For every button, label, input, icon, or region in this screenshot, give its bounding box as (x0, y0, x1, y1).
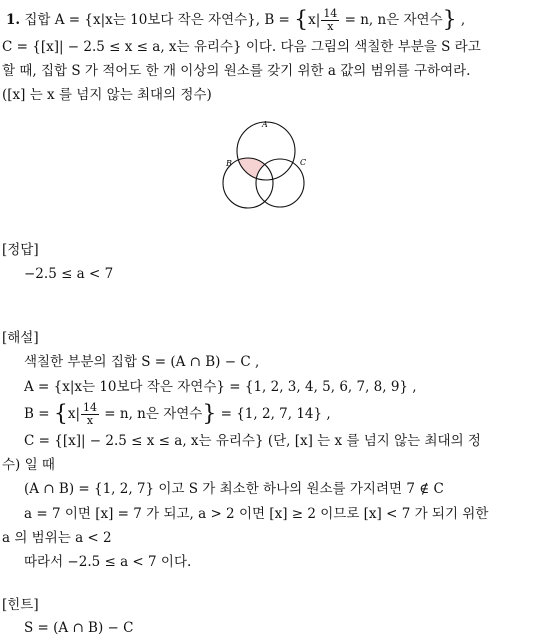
answer-heading: [정답] (2, 242, 39, 258)
brace-open: { (53, 401, 68, 427)
solution-line-7: a = 7 이면 [x] = 7 가 되고, a > 2 이면 [x] ≥ 2 이므로 [x] < 7 가 되기 위한 (24, 506, 489, 522)
solution-line-4: C = {[x]| − 2.5 ≤ x ≤ a, x는 유리수} (단, [x] 는 x 를 넘지 않는 최대의 정 (24, 433, 481, 449)
fraction (321, 8, 339, 33)
solution-line-5: 수) 일 때 (2, 457, 55, 473)
problem-line-3: 할 때, 집합 S 가 적어도 한 개 이상의 원소를 갖기 위한 a 값의 범위를 구하여라. (2, 63, 471, 79)
fraction-numerator: 14 (323, 7, 338, 20)
problem-line-4: ([x] 는 x 를 넘지 않는 최대의 정수) (2, 87, 212, 103)
solution-line-3 (24, 402, 331, 427)
set-b-close: = n, n은 자연수 (340, 12, 443, 28)
solution-heading: [해설] (2, 330, 39, 346)
answer-text: −2.5 ≤ a < 7 (24, 266, 114, 282)
set-b-open: x| (308, 12, 321, 28)
solution-b-end: = {1, 2, 7, 14} , (216, 406, 331, 422)
solution-b-close: = n, n은 자연수 (100, 406, 203, 422)
label-c: C (300, 158, 307, 167)
brace-close: } (202, 401, 217, 427)
problem-line-1 (6, 8, 465, 33)
problem-number: 1. (6, 12, 21, 28)
fraction-denominator: x (86, 414, 94, 427)
label-b: B (226, 159, 232, 168)
fraction (81, 402, 99, 427)
hint-heading: [힌트] (2, 597, 39, 613)
solution-line-9: 따라서 −2.5 ≤ a < 7 이다. (24, 554, 192, 570)
solution-line-6: (A ∩ B) = {1, 2, 7} 이고 S 가 최소한 하나의 원소를 가지려면 7 ∉ C (24, 481, 444, 497)
solution-b-label: B = (24, 406, 54, 422)
problem-text-a: 집합 A = {x|x는 10보다 작은 자연수}, B = (24, 12, 295, 28)
solution-line-1: 색칠한 부분의 집합 S = (A ∩ B) − C , (24, 354, 260, 370)
brace-close: } (442, 7, 457, 33)
circle-c (256, 158, 307, 207)
solution-line-8: a 의 범위는 a < 2 (2, 530, 112, 546)
fraction-numerator: 14 (83, 401, 97, 414)
brace-open: { (294, 7, 309, 33)
label-a: A (262, 120, 268, 129)
venn-diagram (215, 115, 315, 220)
hint-text: S = (A ∩ B) − C (24, 620, 134, 636)
fraction-denominator: x (327, 20, 334, 33)
solution-b-open: x| (67, 406, 80, 422)
solution-line-2: A = {x|x는 10보다 작은 자연수} = {1, 2, 3, 4, 5, 6, 7, 8, 9} , (24, 379, 417, 395)
problem-line-2: C = {[x]| − 2.5 ≤ x ≤ a, x는 유리수} 이다. 다음 그림의 색칠한 부분을 S 라고 (2, 39, 481, 55)
problem-line1-end: , (456, 12, 466, 28)
